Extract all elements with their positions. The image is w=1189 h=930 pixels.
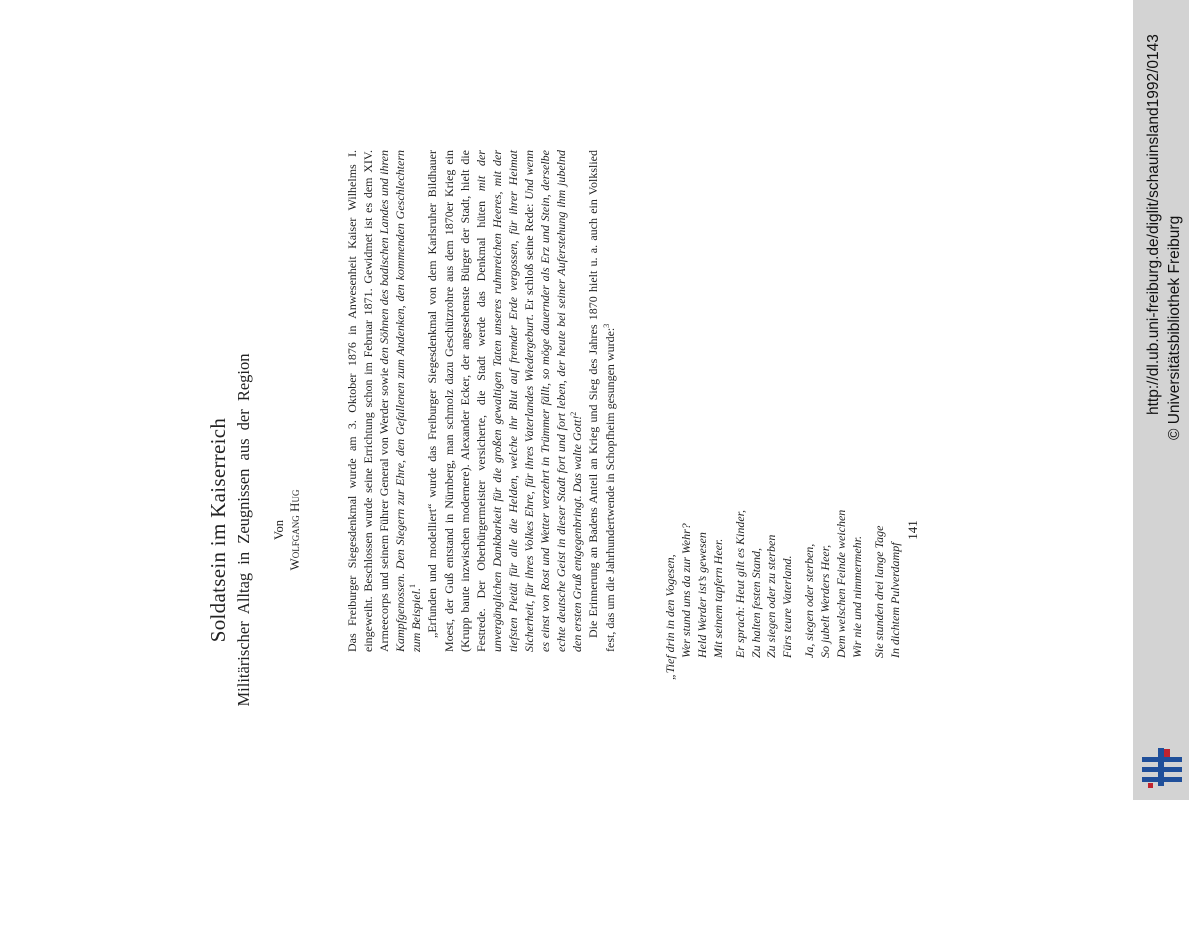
poem-line: Fürs teure Vaterland. [780, 555, 795, 658]
article-title: Soldatsein im Kaiserreich [206, 417, 230, 643]
poem-line: Er sprach: Heut gilt es Kinder, [732, 510, 747, 658]
paragraph-2 [424, 150, 585, 652]
poem-line: Dem welschen Feinde weichen [834, 509, 849, 658]
poem-stanza-3 [802, 510, 866, 680]
byline-von: Von [272, 520, 286, 540]
paragraph-3 [585, 150, 617, 652]
poem-stanza-2 [733, 510, 797, 680]
poem-line: Sie stunden drei lange Tage [871, 525, 886, 658]
viewer-sidebar [1133, 0, 1189, 800]
paragraph-3-text: Die Erinnerung an Badens Anteil an Krieg und Sieg des Jahres 1870 hielt u. a. auch ein Volkslied fest, das um die Jahrhundertwende in Schopfheim gesungen wurde: [586, 150, 617, 652]
poem-line: „Tief drin in den Vogesen, [663, 554, 677, 680]
poem-line: Held Werder ist’s gewesen [694, 532, 709, 658]
poem-line: So jubelt Werders Heer, [818, 544, 833, 658]
poem-line: Wir nie und nimmermehr. [849, 536, 864, 658]
scanned-page [110, 130, 1010, 930]
source-url-link[interactable]: http://dl.ub.uni-freiburg.de/diglit/schauinsland1992/0143 [1145, 34, 1162, 415]
footnote-ref-3: 3 [601, 323, 611, 328]
poem-line: In dichtem Pulverdampf [887, 542, 902, 658]
poem-stanza-1 [663, 510, 727, 680]
sidebar-text-container [1143, 0, 1189, 800]
article-subtitle: Militärischer Alltag in Zeugnissen aus der Region [234, 353, 253, 707]
paragraph-1 [344, 150, 424, 652]
author-name: Wolfgang Hug [287, 489, 302, 571]
footnote-ref-1: 1 [408, 584, 418, 588]
paragraph-2-text: „Erfunden und modelliert“ wurde das Freiburger Siegesdenkmal von dem Karlsruher Bildhauer Moest, der Guß entstand in Nürnberg, man schmolz dazu Geschützrohre aus dem 1870er Krieg ein (Krupp baute inzwischen modernere). Alexander Ecker, der angesehenste Bürger der Stadt, hielt die Festrede. Der Oberbürgermeister versicherte, die Stadt werde das Denkmal hüten [425, 150, 488, 652]
paragraph-2-quote-b: Und wenn es einst von Rost und Wetter verzehrt in Trümmer fällt, so möge dauernder als Erz und Stein, derselbe echte deutsche Geist in dieser Stadt fort und fort leben, der heute bei seiner Auferstehung ihm jubelnd den ersten Gruß entgegenbringt. Das walte Gott! [522, 149, 585, 652]
article-body [344, 150, 618, 652]
paragraph-2-quote: mit der unvergänglichen Dankbarkeit für die großen gewaltigen Taten unseres ruhmreichen Heeres, mit der tiefsten Pietät für alle die Helden, welche ihr Blut auf fremder Erde vergossen, für ihrer Heimat Sicherheit, für ihres Volkes Ehre, für ihres Vaterlandes Wiedergeburt. [473, 150, 537, 652]
page-number: 141 [905, 520, 920, 540]
paragraph-1-text: Das Freiburger Siegesdenkmal wurde am 3. Oktober 1876 in Anwesenheit Kaiser Wilhelms I. eingeweiht. Beschlossen wurde seine Errichtung schon im Februar 1871. Gewidmet ist es dem XIV. Armeecorps und seinem Führer General von Werder sowie [345, 150, 392, 652]
poem-line: Zu siegen oder zu sterben [764, 534, 779, 658]
folk-song-poem [663, 510, 910, 680]
paragraph-2-text-b: Er schloß seine Rede: [522, 199, 537, 315]
poem-line: Wer stund uns da zur Wehr? [678, 523, 693, 658]
paragraph-1-quote: den Söhnen des badischen Landes und ihren Kampfgenossen. Den Siegern zur Ehre, den Gefallenen zum Andenken, den kommenden Geschlechtern zum Beispiel. [377, 150, 424, 652]
footnote-ref-2: 2 [569, 411, 579, 416]
poem-line: Zu halten festen Stand, [748, 548, 763, 658]
ub-freiburg-logo-icon[interactable] [1140, 745, 1184, 789]
poem-stanza-4 [872, 510, 904, 680]
poem-line: Mit seinem tapfern Heer. [710, 538, 725, 658]
copyright-notice: © Universitätsbibliothek Freiburg [1166, 215, 1183, 440]
poem-line: Ja, siegen oder sterben, [802, 543, 817, 658]
